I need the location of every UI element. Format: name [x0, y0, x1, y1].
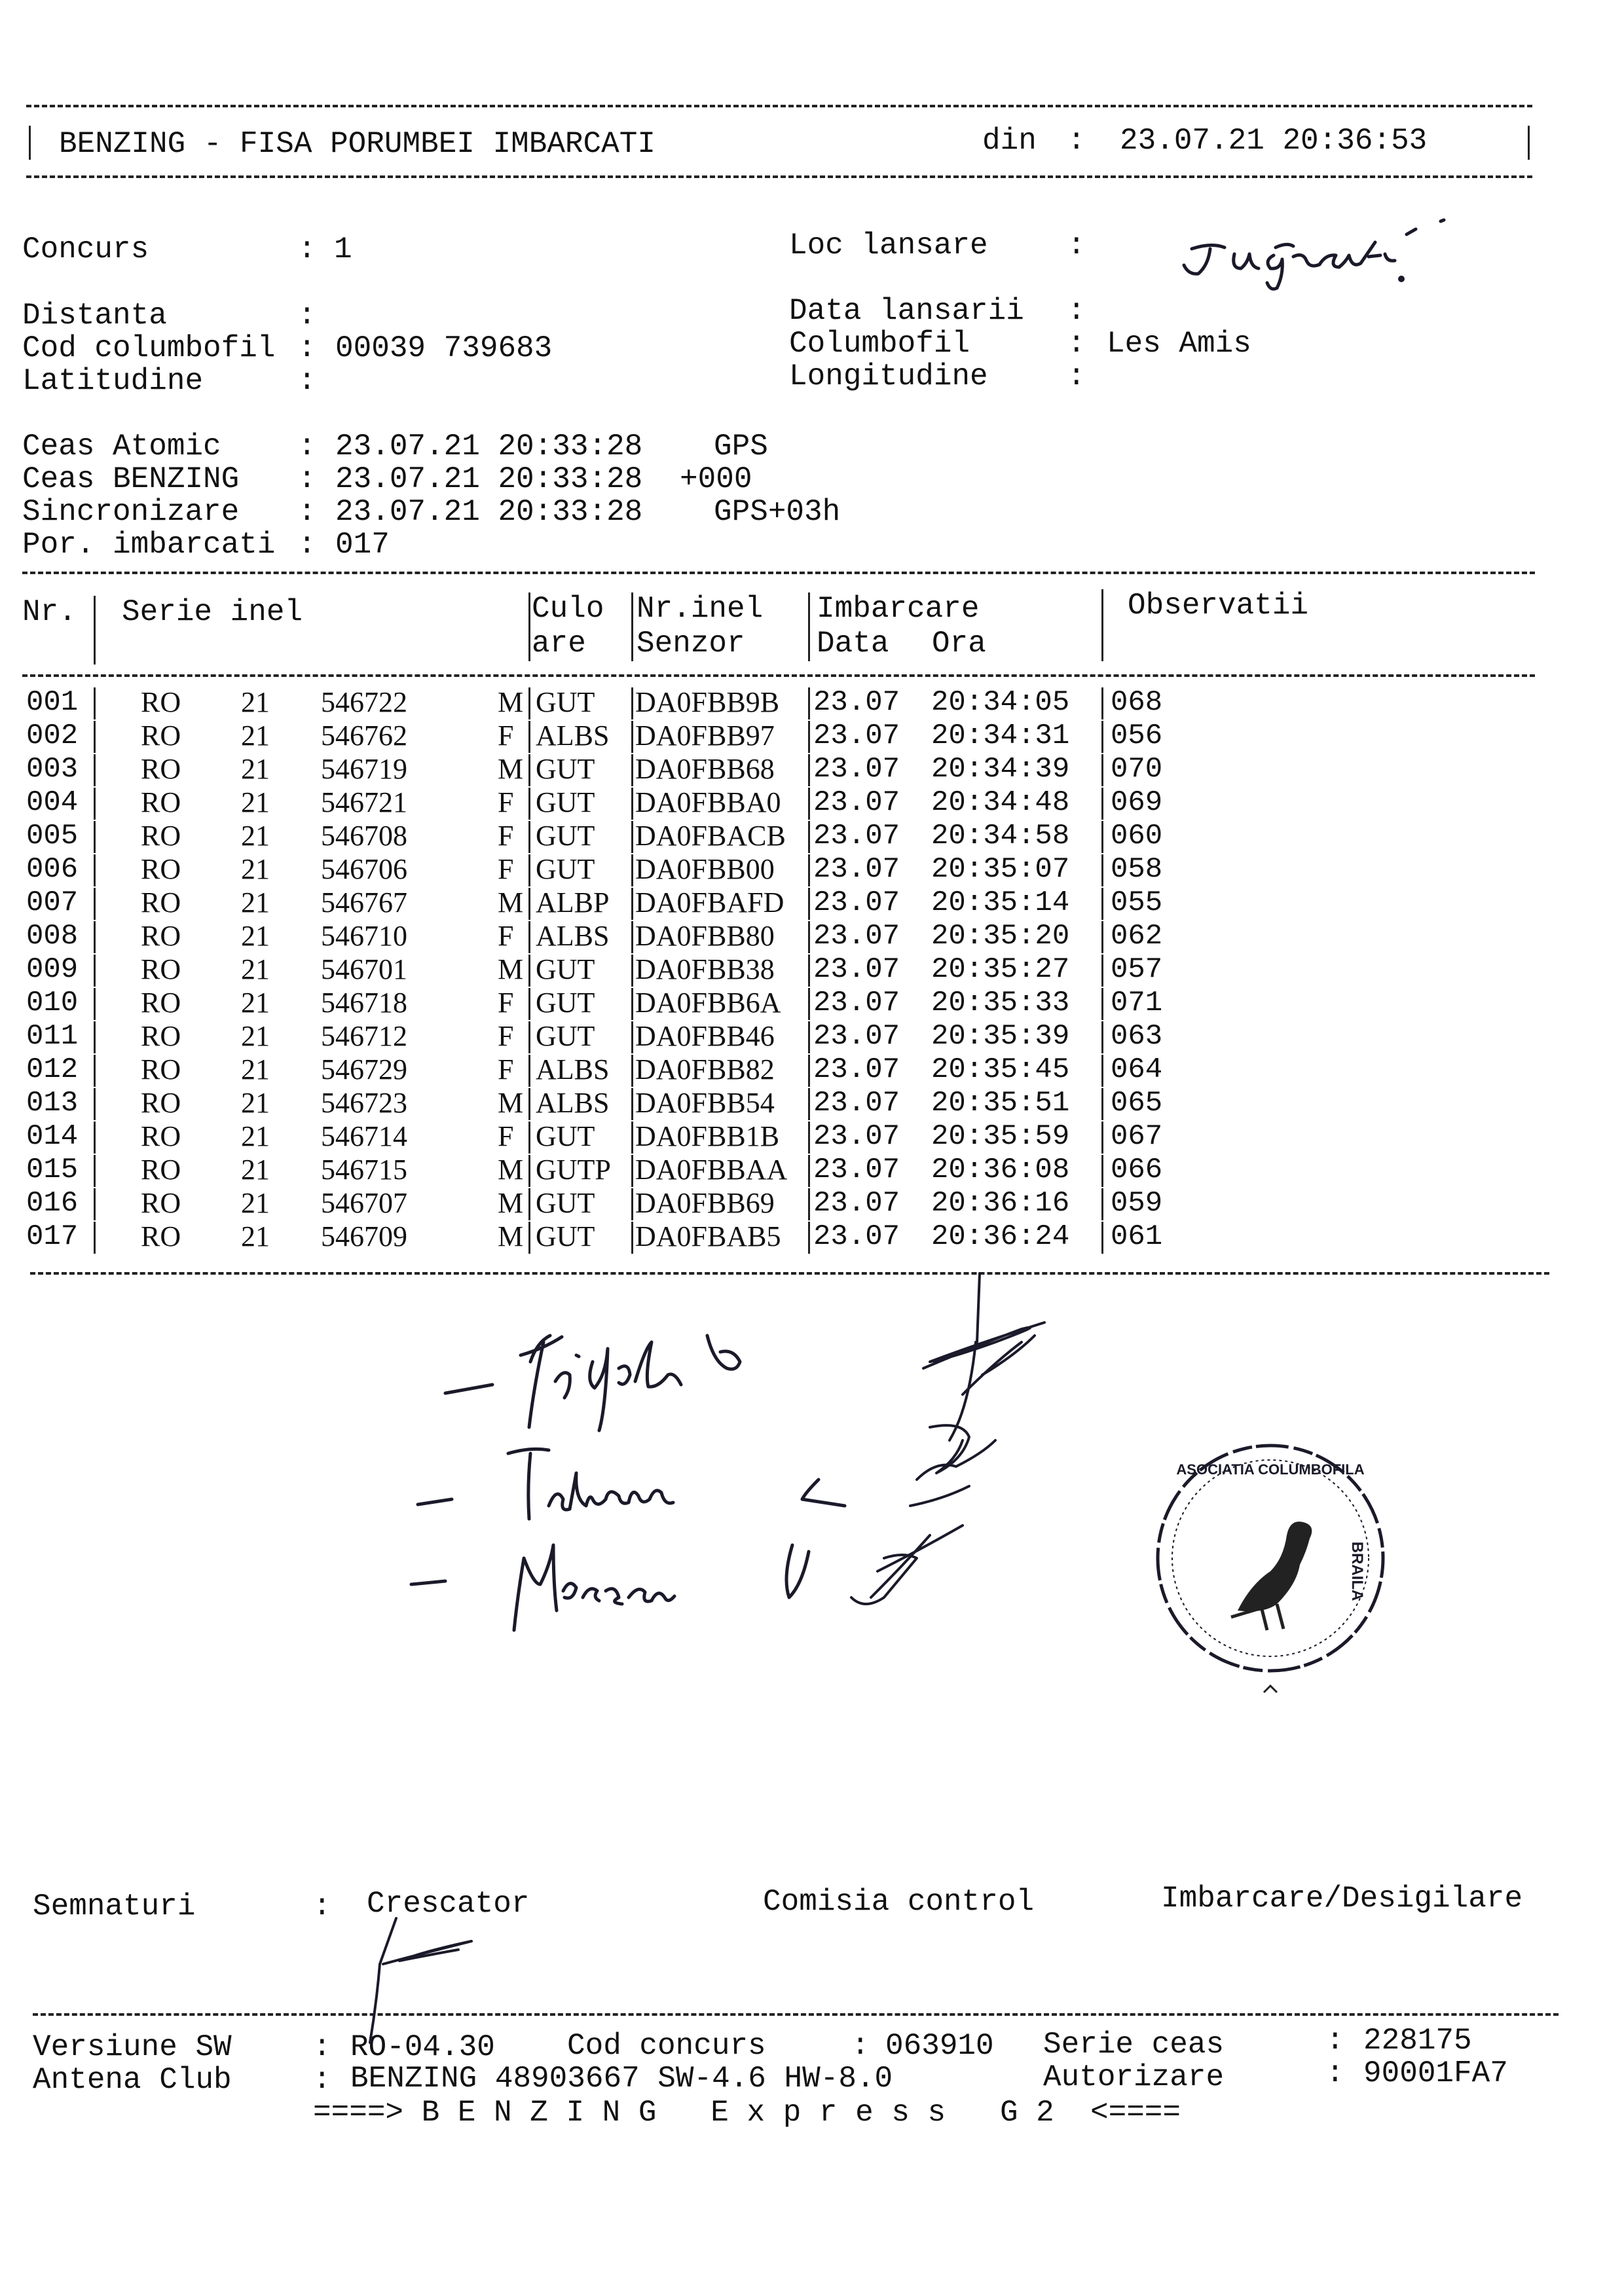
cell-ora: 20:35:45: [931, 1053, 1070, 1086]
cell-inel: 546722: [321, 686, 407, 718]
cell-an: 21: [241, 1053, 270, 1085]
cell-nr: 006: [26, 853, 79, 886]
cell-senzor: DA0FBB9B: [635, 686, 780, 718]
cod-columbofil-label: Cod columbofil: [22, 331, 276, 365]
cell-obs: 066: [1111, 1154, 1163, 1186]
col-header-nr-inel: Nr.inel: [637, 592, 764, 626]
cell-an: 21: [241, 853, 270, 885]
cell-culoare: GUT: [536, 753, 595, 785]
cell-an: 21: [241, 1120, 270, 1152]
sincronizare-label: Sincronizare: [22, 495, 240, 529]
antena-value: BENZING 48903667 SW-4.6 HW-8.0: [350, 2062, 893, 2096]
cell-tara: RO: [141, 1087, 181, 1119]
cell-culoare: GUT: [536, 953, 595, 985]
cell-nr: 016: [26, 1187, 79, 1220]
versiune-value: RO-04.30: [350, 2030, 495, 2064]
cell-obs: 068: [1111, 686, 1163, 719]
cell-nr: 012: [26, 1053, 79, 1086]
cell-an: 21: [241, 886, 270, 919]
cell-senzor: DA0FBB54: [635, 1087, 775, 1119]
cell-senzor: DA0FBACB: [635, 820, 786, 852]
cell-inel: 546714: [321, 1120, 407, 1152]
ceas-atomic-suffix: GPS: [714, 429, 768, 464]
cell-ora: 20:35:59: [931, 1120, 1070, 1153]
ceas-atomic-value: 23.07.21 20:33:28: [335, 429, 643, 464]
cell-obs: 059: [1111, 1187, 1163, 1220]
cell-culoare: GUT: [536, 987, 595, 1019]
cell-an: 21: [241, 1087, 270, 1119]
cell-data: 23.07: [813, 720, 900, 752]
handwritten-loc-lansare: [1184, 220, 1444, 289]
handwritten-name-list: [411, 1336, 845, 1630]
cell-tara: RO: [141, 753, 181, 785]
cell-tara: RO: [141, 953, 181, 985]
cell-ora: 20:35:07: [931, 853, 1070, 886]
cell-inel: 546715: [321, 1154, 407, 1186]
ceas-benzing-value: 23.07.21 20:33:28: [335, 462, 643, 496]
cell-inel: 546710: [321, 920, 407, 952]
autorizare-label: Autorizare: [1043, 2060, 1225, 2094]
cell-senzor: DA0FBBAA: [635, 1154, 788, 1186]
cell-inel: 546707: [321, 1187, 407, 1219]
cell-an: 21: [241, 1154, 270, 1186]
cell-tara: RO: [141, 920, 181, 952]
generated-datetime: 23.07.21 20:36:53: [1120, 124, 1428, 158]
cell-tara: RO: [141, 987, 181, 1019]
cell-data: 23.07: [813, 786, 900, 819]
concurs-value: 1: [334, 232, 352, 266]
cell-nr: 014: [26, 1120, 79, 1153]
cell-senzor: DA0FBB38: [635, 953, 775, 985]
cell-an: 21: [241, 953, 270, 985]
autorizare-value: 90001FA7: [1363, 2056, 1508, 2090]
cell-senzor: DA0FBB1B: [635, 1120, 780, 1152]
document-title: BENZING - FISA PORUMBEI IMBARCATI: [59, 127, 655, 161]
cell-an: 21: [241, 753, 270, 785]
cell-data: 23.07: [813, 1154, 900, 1186]
cell-ora: 20:34:58: [931, 820, 1070, 852]
cell-sex: M: [498, 886, 524, 919]
cell-inel: 546708: [321, 820, 407, 852]
cell-inel: 546706: [321, 853, 407, 885]
cell-senzor: DA0FBB82: [635, 1053, 775, 1085]
longitudine-label: Longitudine: [789, 359, 988, 393]
cell-tara: RO: [141, 686, 181, 718]
cell-tara: RO: [141, 1154, 181, 1186]
cell-inel: 546701: [321, 953, 407, 985]
versiune-label: Versiune SW: [33, 2030, 232, 2064]
columbofil-value: Les Amis: [1107, 327, 1251, 361]
cell-ora: 20:36:16: [931, 1187, 1070, 1220]
cell-nr: 017: [26, 1220, 79, 1253]
ceas-atomic-label: Ceas Atomic: [22, 429, 221, 464]
serie-ceas-label: Serie ceas: [1043, 2028, 1225, 2062]
col-header-nr: Nr.: [22, 595, 77, 629]
cell-data: 23.07: [813, 1220, 900, 1253]
cell-inel: 546709: [321, 1220, 407, 1252]
cell-culoare: GUT: [536, 686, 595, 718]
cell-obs: 062: [1111, 920, 1163, 953]
cell-nr: 009: [26, 953, 79, 986]
cell-sex: F: [498, 720, 514, 752]
ceas-benzing-label: Ceas BENZING: [22, 462, 240, 496]
cell-culoare: ALBS: [536, 1053, 610, 1085]
data-lansarii-label: Data lansarii: [789, 294, 1024, 328]
cell-inel: 546767: [321, 886, 407, 919]
cell-culoare: ALBS: [536, 920, 610, 952]
cell-ora: 20:34:31: [931, 720, 1070, 752]
cell-inel: 546723: [321, 1087, 407, 1119]
cell-senzor: DA0FBB6A: [635, 987, 781, 1019]
latitudine-label: Latitudine: [22, 364, 204, 398]
cell-nr: 008: [26, 920, 79, 953]
din-label: din: [982, 124, 1037, 158]
cell-culoare: GUTP: [536, 1154, 611, 1186]
cell-obs: 067: [1111, 1120, 1163, 1153]
cell-senzor: DA0FBBA0: [635, 786, 781, 818]
benzing-express-banner: ====> B E N Z I N G E x p r e s s G 2 <====: [313, 2096, 1181, 2130]
cell-ora: 20:36:24: [931, 1220, 1070, 1253]
cell-an: 21: [241, 920, 270, 952]
cell-obs: 063: [1111, 1020, 1163, 1053]
cell-obs: 057: [1111, 953, 1163, 986]
cell-sex: M: [498, 1187, 524, 1219]
cell-ora: 20:35:51: [931, 1087, 1070, 1120]
cell-data: 23.07: [813, 1053, 900, 1086]
cell-culoare: GUT: [536, 786, 595, 818]
por-imbarcati-label: Por. imbarcati: [22, 528, 276, 562]
columbofil-label: Columbofil: [789, 327, 970, 361]
cell-an: 21: [241, 1220, 270, 1252]
col-header-imbarcare: Imbarcare: [817, 592, 980, 626]
cell-tara: RO: [141, 1053, 181, 1085]
cell-nr: 002: [26, 720, 79, 752]
cell-culoare: GUT: [536, 1187, 595, 1219]
cell-data: 23.07: [813, 987, 900, 1019]
loc-lansare-label: Loc lansare: [789, 228, 988, 263]
cell-an: 21: [241, 1187, 270, 1219]
cell-senzor: DA0FBAFD: [635, 886, 784, 919]
cell-nr: 001: [26, 686, 79, 719]
cell-data: 23.07: [813, 686, 900, 719]
col-header-culoare-1: Culo: [532, 592, 604, 626]
cell-ora: 20:35:20: [931, 920, 1070, 953]
cell-senzor: DA0FBB69: [635, 1187, 775, 1219]
cell-nr: 013: [26, 1087, 79, 1120]
cell-obs: 071: [1111, 987, 1163, 1019]
cell-senzor: DA0FBB46: [635, 1020, 775, 1052]
cell-ora: 20:34:05: [931, 686, 1070, 719]
cell-obs: 070: [1111, 753, 1163, 786]
cell-culoare: GUT: [536, 1120, 595, 1152]
comisia-control-label: Comisia control: [763, 1885, 1035, 1919]
cell-ora: 20:35:14: [931, 886, 1070, 919]
cell-obs: 055: [1111, 886, 1163, 919]
cell-data: 23.07: [813, 1020, 900, 1053]
crescator-signature: [370, 1918, 471, 2043]
cell-data: 23.07: [813, 753, 900, 786]
distanta-label: Distanta: [22, 299, 167, 333]
cell-nr: 005: [26, 820, 79, 852]
cell-inel: 546719: [321, 753, 407, 785]
antena-label: Antena Club: [33, 2063, 232, 2097]
cell-nr: 003: [26, 753, 79, 786]
cell-obs: 058: [1111, 853, 1163, 886]
stamp-text-side: BRAILA: [1348, 1541, 1366, 1601]
cod-columbofil-value: 00039 739683: [335, 331, 553, 365]
cell-sex: M: [498, 953, 524, 985]
serie-ceas-value: 228175: [1363, 2024, 1472, 2058]
cell-inel: 546721: [321, 786, 407, 818]
cell-senzor: DA0FBAB5: [635, 1220, 781, 1252]
col-header-observatii: Observatii: [1128, 589, 1309, 623]
cell-tara: RO: [141, 1020, 181, 1052]
cell-data: 23.07: [813, 1187, 900, 1220]
cell-inel: 546762: [321, 720, 407, 752]
cod-concurs-value: 063910: [885, 2029, 994, 2063]
cell-nr: 010: [26, 987, 79, 1019]
cell-sex: F: [498, 920, 514, 952]
cell-data: 23.07: [813, 1087, 900, 1120]
cell-senzor: DA0FBB80: [635, 920, 775, 952]
cell-culoare: ALBS: [536, 720, 610, 752]
cell-senzor: DA0FBB97: [635, 720, 775, 752]
cell-obs: 065: [1111, 1087, 1163, 1120]
cell-ora: 20:35:39: [931, 1020, 1070, 1053]
cell-sex: M: [498, 1154, 524, 1186]
crescator-label: Crescator: [367, 1887, 530, 1921]
cell-sex: M: [498, 1220, 524, 1252]
cell-sex: F: [498, 987, 514, 1019]
cell-sex: M: [498, 1087, 524, 1119]
cell-an: 21: [241, 1020, 270, 1052]
cell-an: 21: [241, 686, 270, 718]
sincronizare-suffix: GPS+03h: [714, 495, 841, 529]
cell-inel: 546712: [321, 1020, 407, 1052]
cell-tara: RO: [141, 1220, 181, 1252]
cell-culoare: ALBP: [536, 886, 610, 919]
cell-inel: 546718: [321, 987, 407, 1019]
cell-obs: 064: [1111, 1053, 1163, 1086]
cell-sex: M: [498, 753, 524, 785]
cell-nr: 004: [26, 786, 79, 819]
cell-nr: 011: [26, 1020, 79, 1053]
cell-senzor: DA0FBB68: [635, 753, 775, 785]
cell-tara: RO: [141, 886, 181, 919]
semnaturi-label: Semnaturi: [33, 1889, 196, 1923]
cell-ora: 20:35:27: [931, 953, 1070, 986]
cell-obs: 069: [1111, 786, 1163, 819]
col-header-senzor: Senzor: [637, 627, 745, 661]
cell-sex: F: [498, 786, 514, 818]
cell-data: 23.07: [813, 1120, 900, 1153]
cell-tara: RO: [141, 853, 181, 885]
cod-concurs-label: Cod concurs: [567, 2029, 766, 2063]
cell-sex: F: [498, 820, 514, 852]
cell-data: 23.07: [813, 953, 900, 986]
cell-sex: F: [498, 853, 514, 885]
cell-ora: 20:35:33: [931, 987, 1070, 1019]
cell-ora: 20:34:39: [931, 753, 1070, 786]
concurs-label: Concurs: [22, 232, 149, 266]
cell-data: 23.07: [813, 820, 900, 852]
cell-tara: RO: [141, 1187, 181, 1219]
cell-nr: 015: [26, 1154, 79, 1186]
cell-tara: RO: [141, 786, 181, 818]
cell-an: 21: [241, 786, 270, 818]
cell-culoare: GUT: [536, 1020, 595, 1052]
cell-data: 23.07: [813, 886, 900, 919]
cell-sex: F: [498, 1120, 514, 1152]
sincronizare-value: 23.07.21 20:33:28: [335, 495, 643, 529]
cell-tara: RO: [141, 1120, 181, 1152]
cell-an: 21: [241, 820, 270, 852]
cell-ora: 20:34:48: [931, 786, 1070, 819]
cell-data: 23.07: [813, 853, 900, 886]
por-imbarcati-value: 017: [335, 528, 390, 562]
col-header-serie-inel: Serie inel: [122, 595, 303, 629]
ceas-benzing-suffix: +000: [680, 462, 752, 496]
cell-tara: RO: [141, 720, 181, 752]
cell-culoare: GUT: [536, 1220, 595, 1252]
cell-sex: F: [498, 1053, 514, 1085]
cell-sex: F: [498, 1020, 514, 1052]
cell-tara: RO: [141, 820, 181, 852]
cell-obs: 056: [1111, 720, 1163, 752]
cell-an: 21: [241, 987, 270, 1019]
cell-senzor: DA0FBB00: [635, 853, 775, 885]
cell-an: 21: [241, 720, 270, 752]
cell-culoare: ALBS: [536, 1087, 610, 1119]
cell-ora: 20:36:08: [931, 1154, 1070, 1186]
stamp-text-top: ASOCIATIA COLUMBOFILA: [1176, 1461, 1365, 1478]
cell-culoare: GUT: [536, 820, 595, 852]
cell-culoare: GUT: [536, 853, 595, 885]
col-header-ora: Ora: [932, 627, 986, 661]
cell-obs: 061: [1111, 1220, 1163, 1253]
imbarcare-desigilare-label: Imbarcare/Desigilare: [1161, 1882, 1523, 1916]
club-stamp: [1158, 1446, 1383, 1692]
cell-data: 23.07: [813, 920, 900, 953]
cell-obs: 060: [1111, 820, 1163, 852]
col-header-culoare-2: are: [532, 627, 586, 661]
cell-nr: 007: [26, 886, 79, 919]
handwritten-initials: [851, 1273, 1044, 1604]
cell-inel: 546729: [321, 1053, 407, 1085]
cell-sex: M: [498, 686, 524, 718]
col-header-data: Data: [817, 627, 889, 661]
